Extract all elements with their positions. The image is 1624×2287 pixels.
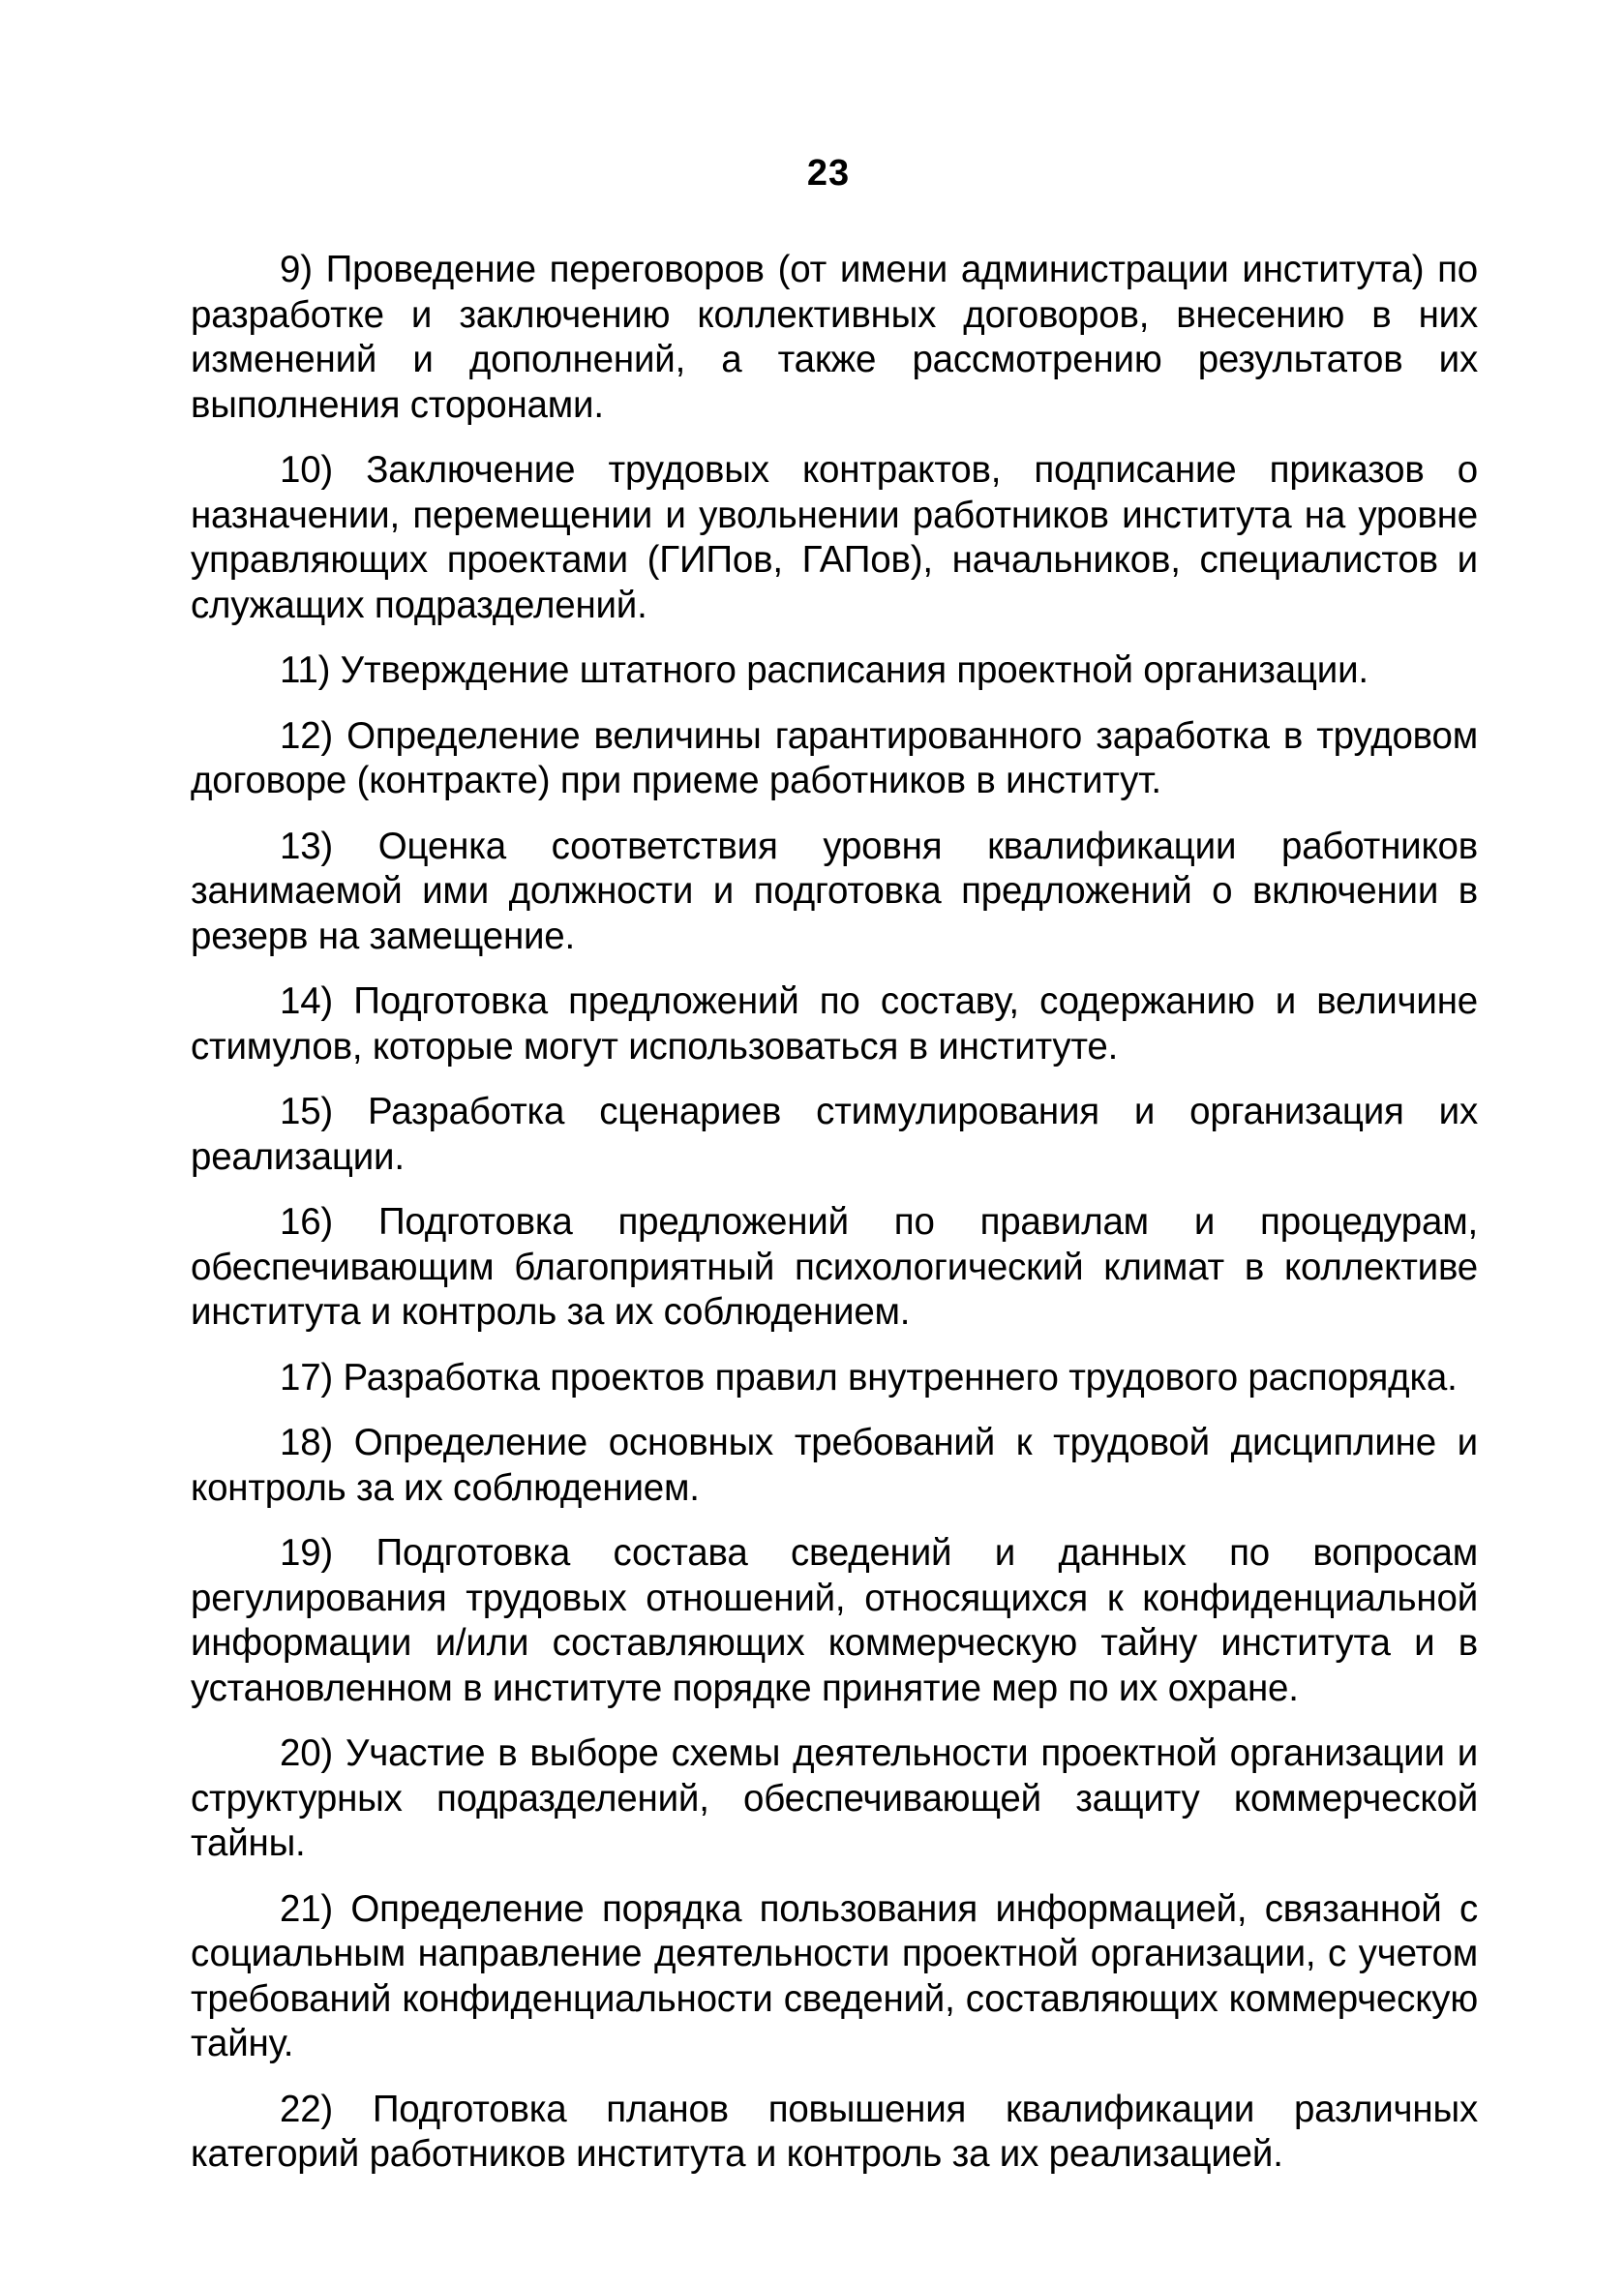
list-item: 16) Подготовка предложений по правилам и процедурам, обеспечивающим благоприятный психологический климат в коллективе института и контроль за их соблюдением.: [191, 1201, 1478, 1333]
list-item: 20) Участие в выборе схемы деятельности проектной организации и структурных подразделений, обеспечивающей защиту коммерческой тайны.: [191, 1732, 1478, 1864]
list-item: 17) Разработка проектов правил внутреннего трудового распорядка.: [280, 1356, 1458, 1399]
list-item: 22) Подготовка планов повышения квалификации различных категорий работников института и контроль за их реализацией.: [191, 2088, 1478, 2175]
list-item: 11) Утверждение штатного расписания проектной организации.: [280, 649, 1368, 691]
list-item: 12) Определение величины гарантированного заработка в трудовом договоре (контракте) при приеме работников в институт.: [191, 714, 1478, 801]
list-item: 9) Проведение переговоров (от имени администрации института) по разработке и заключению коллективных договоров, внесению в них изменений и дополнений, а также рассмотрению результатов их выполнения сторонами.: [191, 249, 1478, 426]
page-number: 23: [806, 153, 851, 194]
list-item: 19) Подготовка состава сведений и данных по вопросам регулирования трудовых отношений, относящихся к конфиденциальной информации и/или составляющих коммерческую тайну института и в установленном в институте порядке принятие мер по их охране.: [191, 1532, 1478, 1709]
list-item: 15) Разработка сценариев стимулирования и организация их реализации.: [191, 1091, 1478, 1178]
list-item: 14) Подготовка предложений по составу, содержанию и величине стимулов, которые могут использоваться в институте.: [191, 980, 1478, 1068]
list-item: 18) Определение основных требований к трудовой дисциплине и контроль за их соблюдением.: [191, 1422, 1478, 1509]
list-item: 21) Определение порядка пользования информацией, связанной с социальным направление деятельности проектной организации, с учетом требований конфиденциальности сведений, составляющих коммерческую тайну.: [191, 1887, 1478, 2064]
document-body: [191, 248, 1478, 2198]
list-item: 13) Оценка соответствия уровня квалификации работников занимаемой ими должности и подготовка предложений о включении в резерв на замещение.: [191, 825, 1478, 957]
list-item: 10) Заключение трудовых контрактов, подписание приказов о назначении, перемещении и увольнении работников института на уровне управляющих проектами (ГИПов, ГАПов), начальников, специалистов и служащих подразделений.: [191, 449, 1478, 626]
